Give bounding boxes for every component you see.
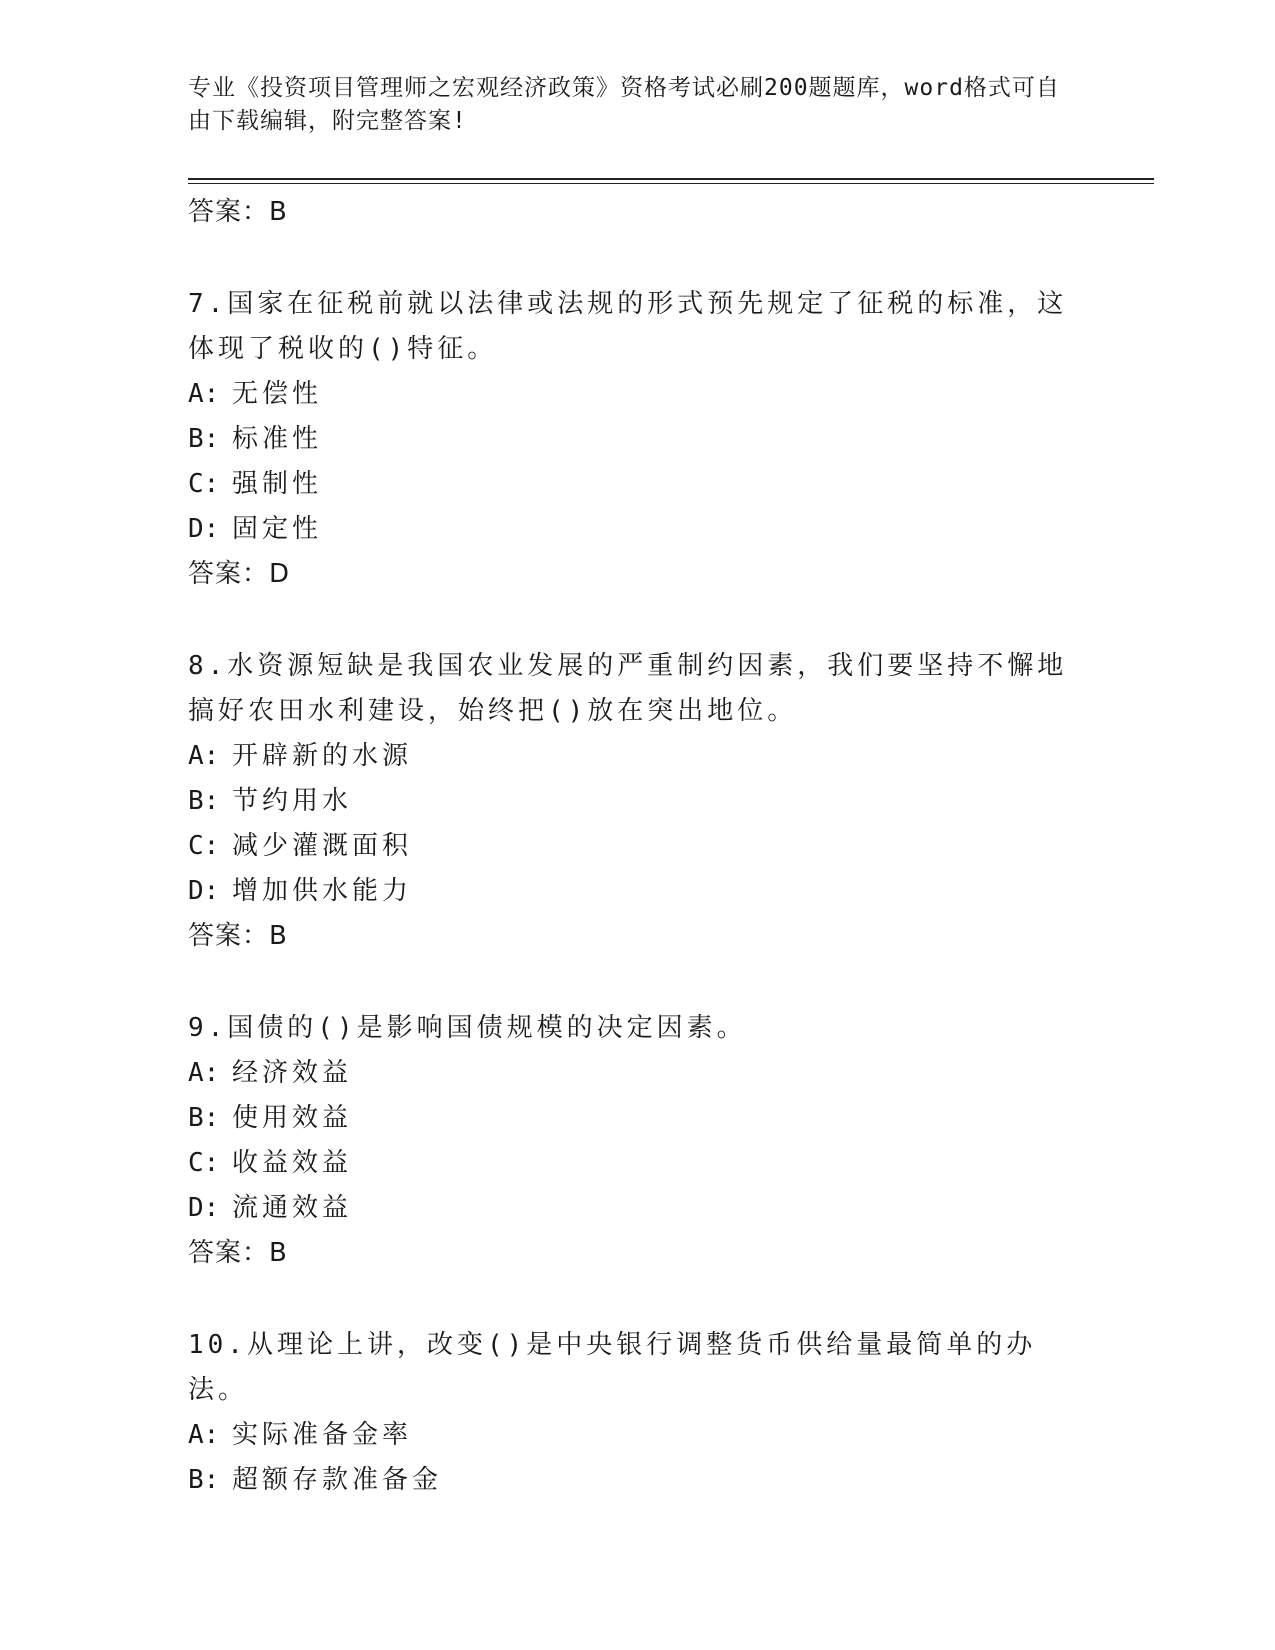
option-letter: B: xyxy=(188,786,220,816)
option-letter: A: xyxy=(188,1420,220,1450)
option-text: 超额存款准备金 xyxy=(232,1465,443,1495)
question-text: 10.从理论上讲，改变()是中央银行调整货币供给量最简单的办法。 xyxy=(188,1330,1037,1405)
option-text: 固定性 xyxy=(232,514,323,544)
option-letter: B: xyxy=(188,424,220,454)
option-text: 开辟新的水源 xyxy=(232,741,413,771)
question-list xyxy=(188,190,1088,1503)
option-letter: C: xyxy=(188,831,220,861)
question-block xyxy=(188,1323,1088,1503)
option-letter: C: xyxy=(188,469,220,499)
question-text: 7.国家在征税前就以法律或法规的形式预先规定了征税的标准，这体现了税收的()特征。 xyxy=(188,289,1068,364)
option-letter: B: xyxy=(188,1103,220,1133)
answer-line: 答案：D xyxy=(188,559,291,589)
option-letter: D: xyxy=(188,1193,220,1223)
option-letter: D: xyxy=(188,514,220,544)
option-c xyxy=(188,462,1088,507)
option-a xyxy=(188,734,1088,779)
header-rule-thick xyxy=(188,178,1154,180)
option-letter: A: xyxy=(188,741,220,771)
option-a xyxy=(188,372,1088,417)
question-block xyxy=(188,282,1088,596)
option-b xyxy=(188,779,1088,824)
option-d xyxy=(188,507,1088,552)
option-text: 强制性 xyxy=(232,469,323,499)
option-text: 增加供水能力 xyxy=(232,876,413,906)
option-text: 经济效益 xyxy=(232,1058,353,1088)
question-text: 8.水资源短缺是我国农业发展的严重制约因素，我们要坚持不懈地搞好农田水利建设，始终把()放在突出地位。 xyxy=(188,651,1068,726)
option-b xyxy=(188,1096,1088,1141)
option-text: 减少灌溉面积 xyxy=(232,831,413,861)
header-rule-thin xyxy=(188,183,1154,184)
option-a xyxy=(188,1413,1088,1458)
option-letter: C: xyxy=(188,1148,220,1178)
option-letter: B: xyxy=(188,1465,220,1495)
answer-line: 答案：B xyxy=(188,921,288,951)
option-b xyxy=(188,1458,1088,1503)
option-text: 流通效益 xyxy=(232,1193,353,1223)
answer-line: 答案：B xyxy=(188,197,288,227)
option-letter: D: xyxy=(188,876,220,906)
option-d xyxy=(188,1186,1088,1231)
option-b xyxy=(188,417,1088,462)
question-block xyxy=(188,1006,1088,1275)
question-block xyxy=(188,644,1088,958)
option-c xyxy=(188,1141,1088,1186)
option-d xyxy=(188,869,1088,914)
answer-line: 答案：B xyxy=(188,1238,288,1268)
question-text: 9.国债的()是影响国债规模的决定因素。 xyxy=(188,1013,747,1043)
option-text: 无偿性 xyxy=(232,379,323,409)
page-header: 专业《投资项目管理师之宏观经济政策》资格考试必刷200题题库，word格式可自由下载编辑，附完整答案! xyxy=(188,75,1060,134)
option-c xyxy=(188,824,1088,869)
option-text: 收益效益 xyxy=(232,1148,353,1178)
option-letter: A: xyxy=(188,379,220,409)
option-text: 标准性 xyxy=(232,424,323,454)
option-text: 使用效益 xyxy=(232,1103,353,1133)
option-text: 实际准备金率 xyxy=(232,1420,413,1450)
option-letter: A: xyxy=(188,1058,220,1088)
option-text: 节约用水 xyxy=(232,786,353,816)
option-a xyxy=(188,1051,1088,1096)
